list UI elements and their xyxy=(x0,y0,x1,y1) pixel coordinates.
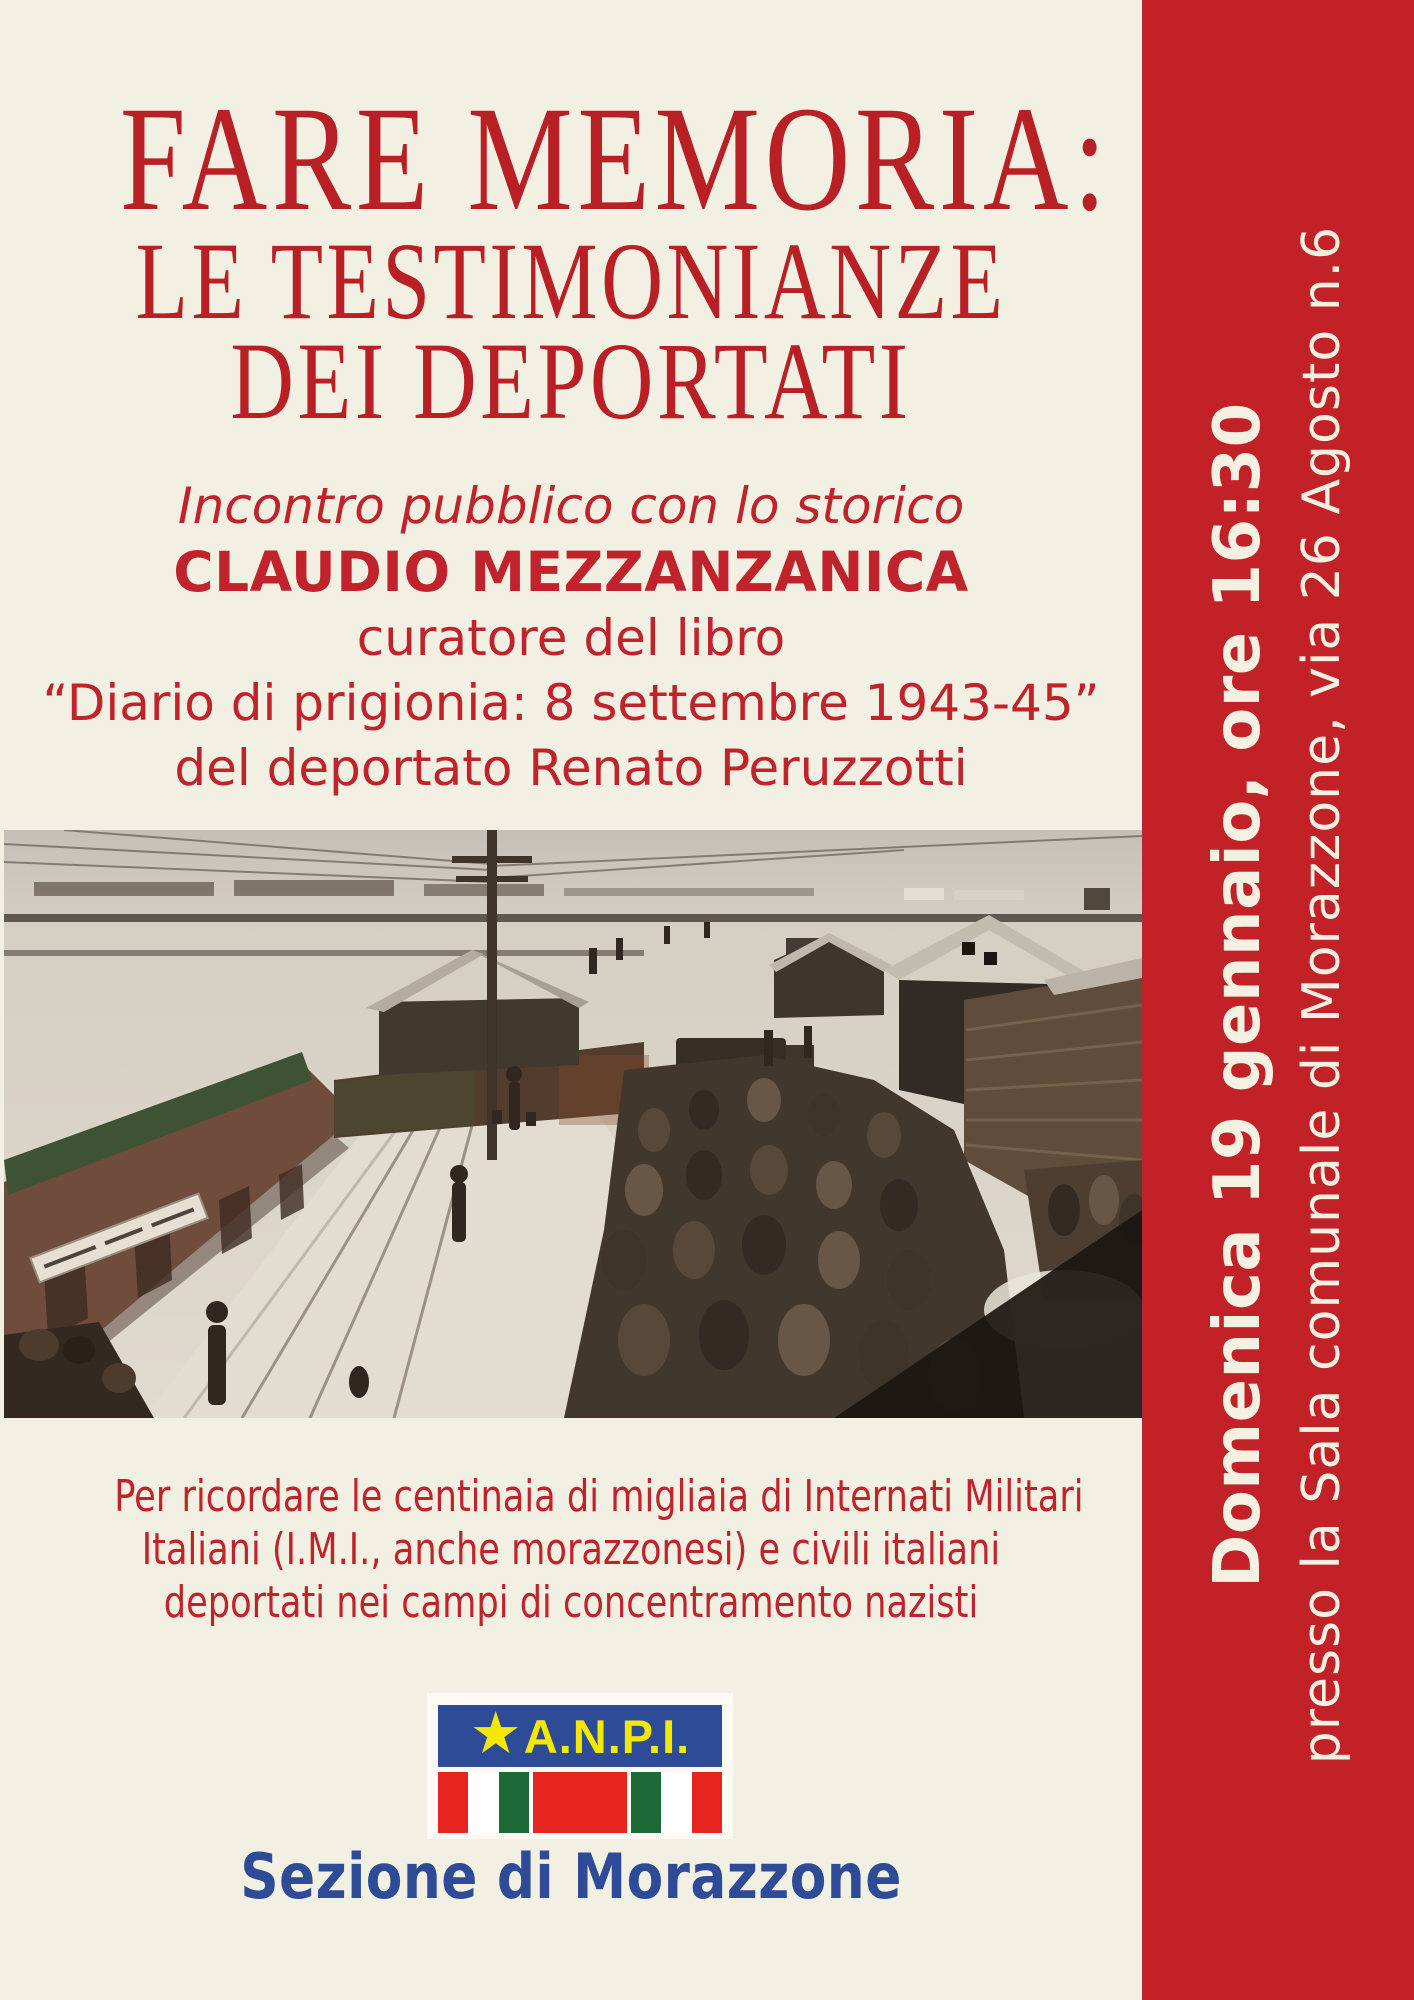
anpi-ribbon xyxy=(438,1772,722,1833)
memorial-paragraph xyxy=(114,1470,1084,1629)
star-icon: ★ xyxy=(469,1699,522,1767)
event-title-line-1: FARE MEMORIA: xyxy=(119,76,1111,242)
historical-photo xyxy=(4,830,1142,1418)
red-sidebar xyxy=(1142,0,1414,2000)
curator-line: curatore del libro xyxy=(356,609,786,667)
memorial-line-2: Italiani (I.M.I., anche morazzonesi) e civili italiani xyxy=(141,1524,1001,1575)
ribbon-stripe xyxy=(661,1772,692,1833)
ribbon-stripe xyxy=(631,1772,661,1833)
event-title-line-2: LE TESTIMONIANZE xyxy=(135,220,1007,342)
anpi-logo xyxy=(427,1693,733,1839)
event-title-line-3: DEI DEPORTATI xyxy=(230,320,912,442)
ribbon-stripe xyxy=(692,1772,722,1833)
anpi-acronym: A.N.P.I. xyxy=(523,1709,691,1763)
book-title: “Diario di prigionia: 8 settembre 1943-45” xyxy=(42,674,1100,732)
anpi-section-name: Sezione di Morazzone xyxy=(240,1840,902,1913)
sidebar-rotated-text xyxy=(1202,226,1354,1765)
speaker-name: CLAUDIO MEZZANZANICA xyxy=(173,540,969,604)
event-venue: presso la Sala comunale di Morazzone, via 26 Agosto n.6 xyxy=(1292,225,1352,1765)
ribbon-stripe xyxy=(468,1772,499,1833)
ribbon-stripe xyxy=(533,1772,627,1833)
memorial-line-1: Per ricordare le centinaia di migliaia di Internati Militari xyxy=(114,1471,1084,1522)
memorial-line-3: deportati nei campi di concentramento nazisti xyxy=(163,1577,979,1628)
author-line: del deportato Renato Peruzzotti xyxy=(174,739,968,797)
anpi-logo-flag xyxy=(438,1699,722,1767)
camp-photo-illustration xyxy=(4,830,1142,1418)
event-datetime: Domenica 19 gennaio, ore 16:30 xyxy=(1201,402,1275,1588)
ribbon-stripe xyxy=(438,1772,468,1833)
lecture-intro-line: Incontro pubblico con lo storico xyxy=(177,477,965,535)
ribbon-stripe xyxy=(499,1772,529,1833)
